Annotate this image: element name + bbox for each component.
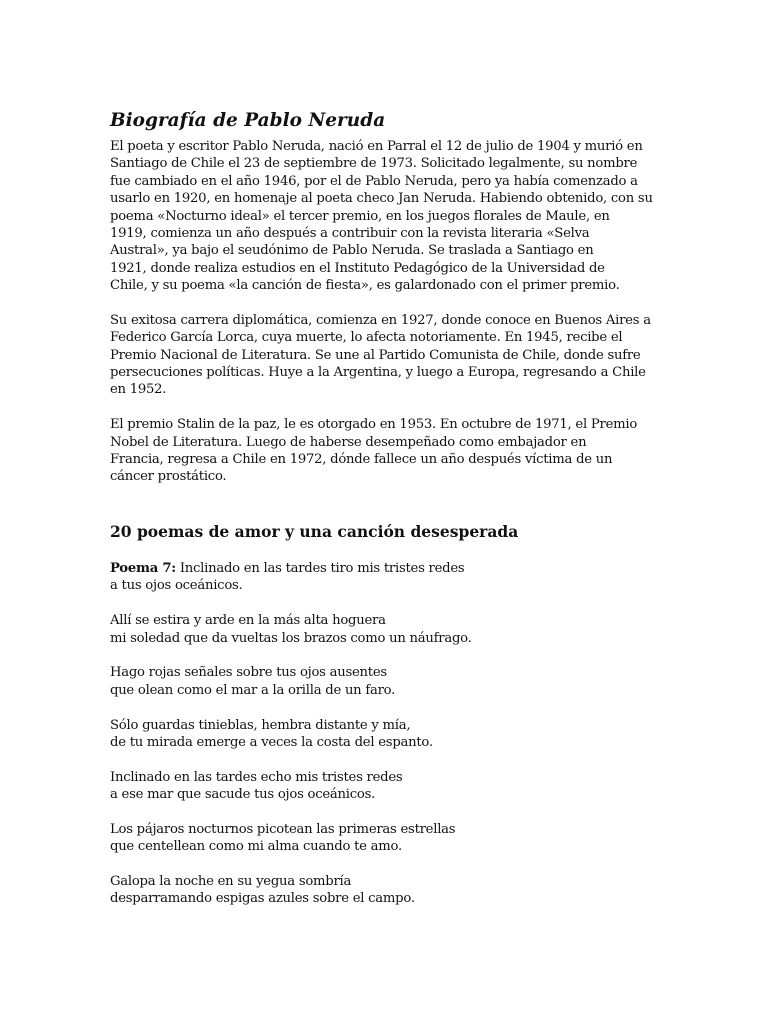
- spacer: [110, 486, 662, 503]
- biography-paragraph: [110, 312, 662, 399]
- poem-line: que centellean como mi alma cuando te amo.: [110, 839, 402, 855]
- paragraph-line: Premio Nacional de Literatura. Se une al Partido Comunista de Chile, donde sufre: [110, 347, 641, 363]
- paragraph-line: Nobel de Literatura. Luego de haberse desempeñado como embajador en: [110, 434, 587, 450]
- document-page: [110, 108, 662, 908]
- biography-paragraph: [110, 138, 662, 295]
- paragraph-line: cáncer prostático.: [110, 469, 227, 485]
- poem-body: [110, 577, 662, 907]
- paragraph-line: Austral», ya bajo el seudónimo de Pablo Neruda. Se traslada a Santiago en: [110, 243, 594, 259]
- paragraph-line: Federico García Lorca, cuya muerte, lo afecta notoriamente. En 1945, recibe el: [110, 330, 623, 346]
- poem-line: de tu mirada emerge a veces la costa del espanto.: [110, 734, 433, 750]
- poem-line: que olean como el mar a la orilla de un faro.: [110, 682, 396, 698]
- poem-stanza: [110, 577, 662, 594]
- paragraph-line: 1919, comienza un año después a contribuir con la revista literaria «Selva: [110, 225, 590, 241]
- poem-line-text: Inclinado en las tardes tiro mis tristes redes: [175, 560, 465, 576]
- poem-stanza: [110, 873, 662, 908]
- poem-line: mi soledad que da vueltas los brazos como un náufrago.: [110, 630, 472, 646]
- poem-stanza: [110, 769, 662, 804]
- poem-line: Allí se estira y arde en la más alta hoguera: [110, 613, 386, 629]
- poem-stanza: [110, 612, 662, 647]
- poem-line: a ese mar que sacude tus ojos oceánicos.: [110, 787, 376, 803]
- poem-line: Sólo guardas tinieblas, hembra distante y mía,: [110, 717, 411, 733]
- spacer: [110, 856, 662, 873]
- poem-line: Inclinado en las tardes echo mis tristes redes: [110, 769, 403, 785]
- poem-stanza: [110, 821, 662, 856]
- paragraph-line: fue cambiado en el año 1946, por el de Pablo Neruda, pero ya había comenzado a: [110, 173, 638, 189]
- spacer: [110, 543, 662, 560]
- spacer: [110, 803, 662, 820]
- spacer: [110, 699, 662, 716]
- spacer: [110, 647, 662, 664]
- poem-label: Poema 7:: [110, 560, 176, 576]
- paragraph-line: Francia, regresa a Chile en 1972, dónde fallece un año después víctima de un: [110, 452, 613, 468]
- paragraph-line: usarlo en 1920, en homenaje al poeta checo Jan Neruda. Habiendo obtenido, con su: [110, 191, 653, 207]
- spacer: [110, 399, 662, 416]
- paragraph-line: Santiago de Chile el 23 de septiembre de 1973. Solicitado legalmente, su nombre: [110, 156, 638, 172]
- poem-line: a tus ojos oceánicos.: [110, 578, 243, 594]
- poem-line: Los pájaros nocturnos picotean las primeras estrellas: [110, 821, 456, 837]
- paragraph-line: poema «Nocturno ideal» el tercer premio, en los juegos florales de Maule, en: [110, 208, 610, 224]
- poem-line: Hago rojas señales sobre tus ojos ausentes: [110, 665, 387, 681]
- paragraph-line: Chile, y su poema «la canción de fiesta», es galardonado con el primer premio.: [110, 278, 620, 294]
- page-title: Biografía de Pablo Neruda: [110, 110, 386, 131]
- poem-stanza: [110, 717, 662, 752]
- spacer: [110, 503, 662, 520]
- spacer: [110, 595, 662, 612]
- spacer: [110, 751, 662, 768]
- paragraph-line: El poeta y escritor Pablo Neruda, nació en Parral el 12 de julio de 1904 y murió en: [110, 139, 643, 154]
- poem-first-line: [110, 560, 662, 577]
- biography-section: [110, 138, 662, 486]
- paragraph-line: 1921, donde realiza estudios en el Instituto Pedagógico de la Universidad de: [110, 260, 605, 276]
- paragraph-line: Su exitosa carrera diplomática, comienza en 1927, donde conoce en Buenos Aires a: [110, 312, 651, 328]
- poem-line: desparramando espigas azules sobre el campo.: [110, 891, 415, 907]
- poems-section-title: 20 poemas de amor y una canción desesperada: [110, 521, 519, 541]
- biography-paragraph: [110, 416, 662, 486]
- spacer: [110, 295, 662, 312]
- paragraph-line: El premio Stalin de la paz, le es otorgado en 1953. En octubre de 1971, el Premio: [110, 417, 638, 433]
- paragraph-line: persecuciones políticas. Huye a la Argentina, y luego a Europa, regresando a Chile: [110, 365, 646, 381]
- paragraph-line: en 1952.: [110, 382, 167, 398]
- poem-stanza: [110, 664, 662, 699]
- poem-line: Galopa la noche en su yegua sombría: [110, 874, 352, 890]
